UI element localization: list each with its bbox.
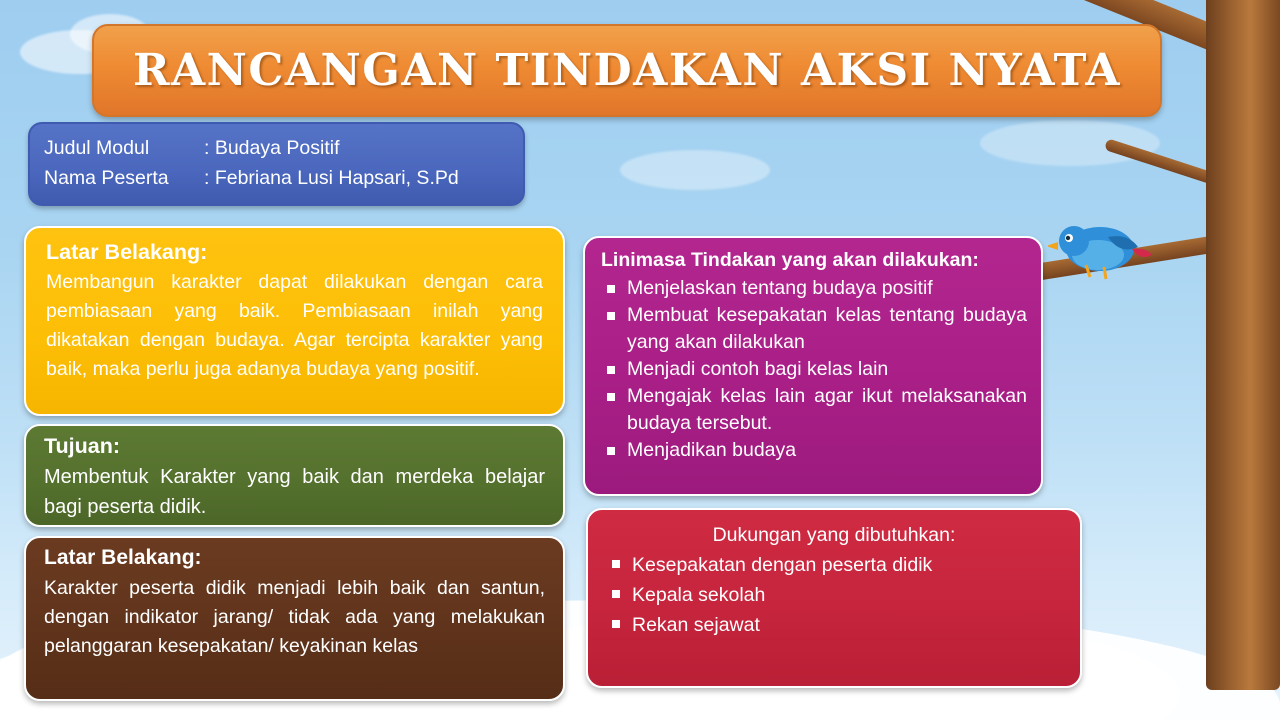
card-body-latar-belakang-1: Membangun karakter dapat dilakukan dengan cara pembiasaan yang baik. Pembiasaan inilah yang dikatakan dengan budaya. Agar tercipta karakter yang baik, maka perlu juga adanya budaya yang positif. (46, 271, 543, 380)
cloud-decoration (620, 150, 770, 190)
card-heading-tujuan: Tujuan: (44, 434, 121, 458)
list-item: Menjadi contoh bagi kelas lain (601, 356, 1027, 383)
slide-title-bar (92, 24, 1162, 117)
list-item: Menjelaskan tentang budaya positif (601, 275, 1027, 302)
meta-info-box (28, 122, 525, 206)
card-heading-linimasa: Linimasa Tindakan yang akan dilakukan: (601, 249, 979, 271)
card-linimasa (583, 236, 1043, 496)
page-title: RANCANGAN TINDAKAN AKSI NYATA (132, 45, 1122, 96)
bird-icon (1048, 215, 1158, 285)
meta-label-participant: Nama Peserta (44, 167, 169, 189)
card-heading-dukungan: Dukungan yang dibutuhkan: (712, 524, 956, 546)
meta-row-module (44, 133, 509, 163)
list-item: Menjadikan budaya (601, 437, 1027, 464)
card-heading-latar-belakang-2: Latar Belakang: (44, 546, 202, 569)
card-latar-belakang-2 (24, 536, 565, 701)
list-item: Kesepakatan dengan peserta didik (606, 550, 1062, 580)
list-item: Mengajak kelas lain agar ikut melaksanakan budaya tersebut. (601, 383, 1027, 437)
card-tujuan (24, 424, 565, 527)
card-body-latar-belakang-2: Karakter peserta didik menjadi lebih baik dan santun, dengan indikator jarang/ tidak ada yang melakukan pelanggaran kesepakatan/ keyakinan kelas (44, 577, 545, 657)
list-item: Membuat kesepakatan kelas tentang budaya yang akan dilakukan (601, 302, 1027, 356)
card-heading-latar-belakang-1: Latar Belakang: (46, 240, 208, 264)
meta-label-module: Judul Modul (44, 137, 150, 159)
meta-value-participant: : Febriana Lusi Hapsari, S.Pd (204, 167, 459, 189)
meta-row-participant (44, 163, 509, 193)
linimasa-list (601, 275, 1027, 464)
dukungan-list (606, 550, 1062, 640)
card-dukungan (586, 508, 1082, 688)
tree-branch-icon (1104, 138, 1222, 186)
meta-value-module: : Budaya Positif (204, 137, 340, 159)
card-latar-belakang-1 (24, 226, 565, 416)
list-item: Kepala sekolah (606, 580, 1062, 610)
card-body-tujuan: Membentuk Karakter yang baik dan merdeka belajar bagi peserta didik. (44, 466, 545, 518)
list-item: Rekan sejawat (606, 610, 1062, 640)
tree-trunk-icon (1206, 0, 1280, 690)
